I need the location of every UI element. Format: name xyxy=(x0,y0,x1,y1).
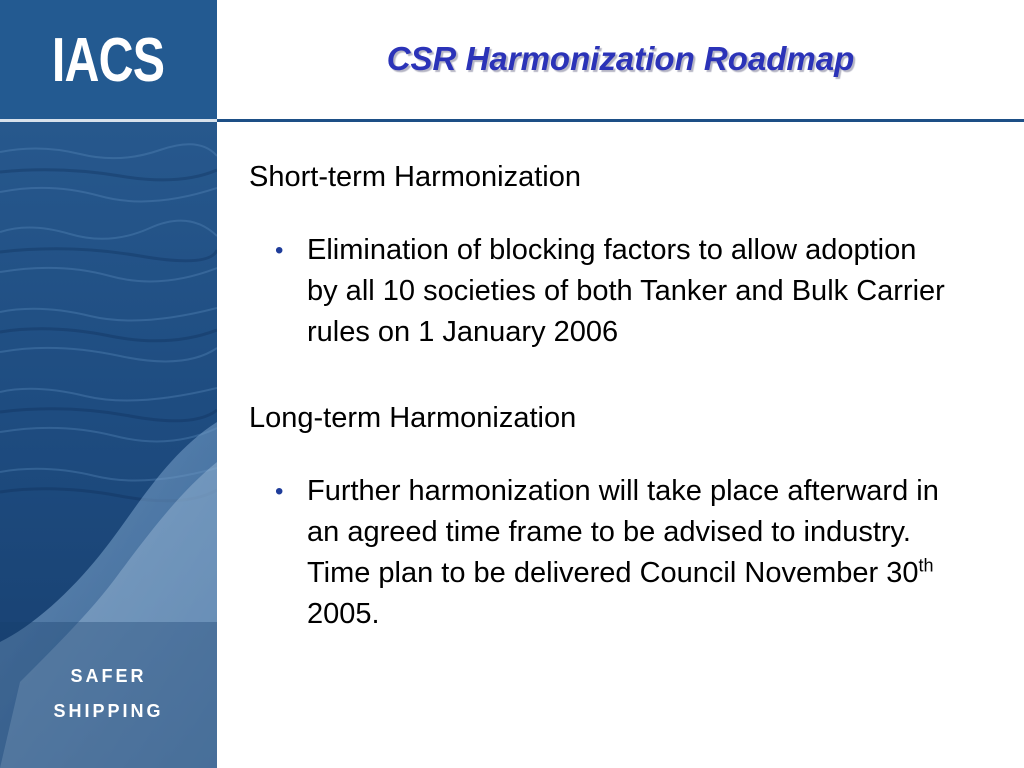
bullet-icon: • xyxy=(275,237,284,264)
iacs-logo: IACS xyxy=(52,25,165,95)
short-term-bullet-text: Elimination of blocking factors to allow adoption by all 10 societies of both Tanker and Bulk Carrier rules on 1 January 2006 xyxy=(307,234,945,348)
brand-panel xyxy=(0,0,217,768)
ordinal-suffix: th xyxy=(918,555,934,576)
slide-title: CSR Harmonization Roadmap xyxy=(386,40,855,77)
long-term-bullet-end: 2005. xyxy=(307,598,380,630)
bullet-icon: • xyxy=(275,478,284,505)
title-rule xyxy=(217,119,1024,122)
tagline-safer: SAFER xyxy=(70,666,147,686)
long-term-bullet xyxy=(275,471,999,635)
tagline-shipping: SHIPPING xyxy=(53,701,164,721)
long-term-bullet-text xyxy=(307,471,947,635)
slide-content xyxy=(249,158,999,635)
logo-area xyxy=(0,0,217,119)
short-term-bullet xyxy=(275,230,999,353)
short-term-heading: Short-term Harmonization xyxy=(249,161,581,193)
long-term-bullet-main: Further harmonization will take place afterward in an agreed time frame to be advised to industry. Time plan to be delivered Council November 30 xyxy=(307,475,939,589)
long-term-heading: Long-term Harmonization xyxy=(249,402,577,434)
